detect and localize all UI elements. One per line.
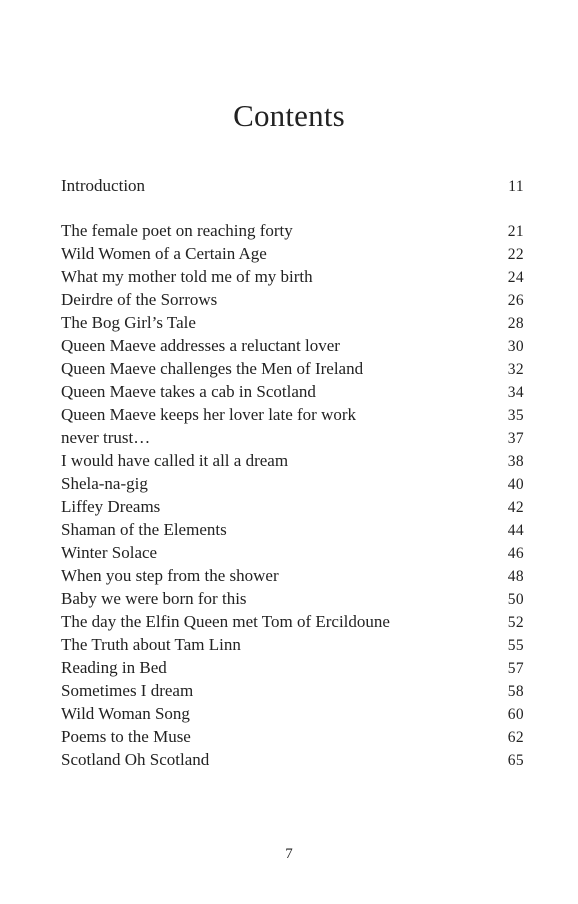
toc-entry-title: Sometimes I dream [61, 681, 194, 700]
toc-entry-page-number: 30 [507, 338, 524, 355]
toc-entry [61, 495, 524, 518]
toc-entry [61, 334, 524, 357]
toc-entry [61, 311, 524, 334]
toc-entry-title: Baby we were born for this [61, 589, 247, 608]
page-number: 7 [285, 846, 293, 862]
toc-entry [61, 403, 524, 426]
toc-entry-page-number: 57 [507, 660, 524, 677]
toc-entry-title: Introduction [61, 176, 146, 195]
toc-entry-title: Wild Women of a Certain Age [61, 244, 267, 263]
toc-entry [61, 472, 524, 495]
toc-entry [61, 610, 524, 633]
toc-entry [61, 748, 524, 771]
toc-entry-title: Winter Solace [61, 543, 158, 562]
toc-entry [61, 564, 524, 587]
toc-entry-title: Deirdre of the Sorrows [61, 290, 218, 309]
toc-entry-page-number: 42 [507, 499, 524, 516]
toc-entry-title: Shela-na-gig [61, 474, 148, 493]
toc-entry [61, 242, 524, 265]
toc-entry-title: When you step from the shower [61, 566, 279, 585]
toc-entry [61, 518, 524, 541]
toc-entry-title: The day the Elfin Queen met Tom of Ercildoune [61, 612, 390, 631]
toc-entry-page-number: 58 [507, 683, 524, 700]
toc-entry [61, 380, 524, 403]
toc-entry [61, 702, 524, 725]
toc-entry-title: never trust… [61, 428, 151, 447]
toc-entry [61, 357, 524, 380]
toc-entry [61, 174, 524, 197]
toc-entry-page-number: 55 [507, 637, 524, 654]
toc-entry-page-number: 35 [507, 407, 524, 424]
toc-entry-title: Wild Woman Song [61, 704, 190, 723]
toc-entry [61, 587, 524, 610]
toc-entry-title: Queen Maeve takes a cab in Scotland [61, 382, 316, 401]
toc-entry-page-number: 37 [507, 430, 524, 447]
page-title: Contents [233, 98, 345, 133]
toc-entry-page-number: 50 [507, 591, 524, 608]
toc-entry-title: Queen Maeve challenges the Men of Ireland [61, 359, 364, 378]
toc-entry-title: Scotland Oh Scotland [61, 750, 210, 769]
toc-entry-title: The female poet on reaching forty [61, 221, 293, 240]
toc-entry [61, 426, 524, 449]
toc-entry-title: I would have called it all a dream [61, 451, 289, 470]
toc-entry-page-number: 60 [507, 706, 524, 723]
toc-entry [61, 449, 524, 472]
toc-entry-page-number: 26 [507, 292, 524, 309]
toc-entry-page-number: 34 [507, 384, 524, 401]
toc-entry-page-number: 40 [507, 476, 524, 493]
toc-entry-title: Queen Maeve addresses a reluctant lover [61, 336, 340, 355]
toc-entry [61, 656, 524, 679]
toc-entry-title: The Truth about Tam Linn [61, 635, 241, 654]
toc-entry-title: Poems to the Muse [61, 727, 191, 746]
toc-entry [61, 219, 524, 242]
toc-entry-page-number: 38 [507, 453, 524, 470]
toc-entry-title: Queen Maeve keeps her lover late for work [61, 405, 357, 424]
toc-entry-page-number: 11 [508, 178, 524, 195]
toc-entry-page-number: 52 [507, 614, 524, 631]
toc-entry [61, 679, 524, 702]
toc-entry-page-number: 48 [507, 568, 524, 585]
toc-entry-title: Liffey Dreams [61, 497, 161, 516]
toc-entry [61, 288, 524, 311]
toc-entry-page-number: 21 [507, 223, 524, 240]
toc-entry-page-number: 44 [507, 522, 524, 539]
toc-entry-page-number: 46 [507, 545, 524, 562]
toc-entry [61, 725, 524, 748]
toc-entry-page-number: 24 [507, 269, 524, 286]
toc-entry [61, 265, 524, 288]
toc-entry-page-number: 22 [507, 246, 524, 263]
table-of-contents [61, 174, 524, 771]
toc-entry-page-number: 32 [507, 361, 524, 378]
toc-entry [61, 633, 524, 656]
toc-entry-title: The Bog Girl’s Tale [61, 313, 196, 332]
toc-entry-page-number: 62 [507, 729, 524, 746]
toc-entry-title: Shaman of the Elements [61, 520, 227, 539]
toc-entry-page-number: 65 [507, 752, 524, 769]
toc-entry-page-number: 28 [507, 315, 524, 332]
toc-entry-title: Reading in Bed [61, 658, 167, 677]
toc-entry [61, 541, 524, 564]
toc-entry-title: What my mother told me of my birth [61, 267, 313, 286]
